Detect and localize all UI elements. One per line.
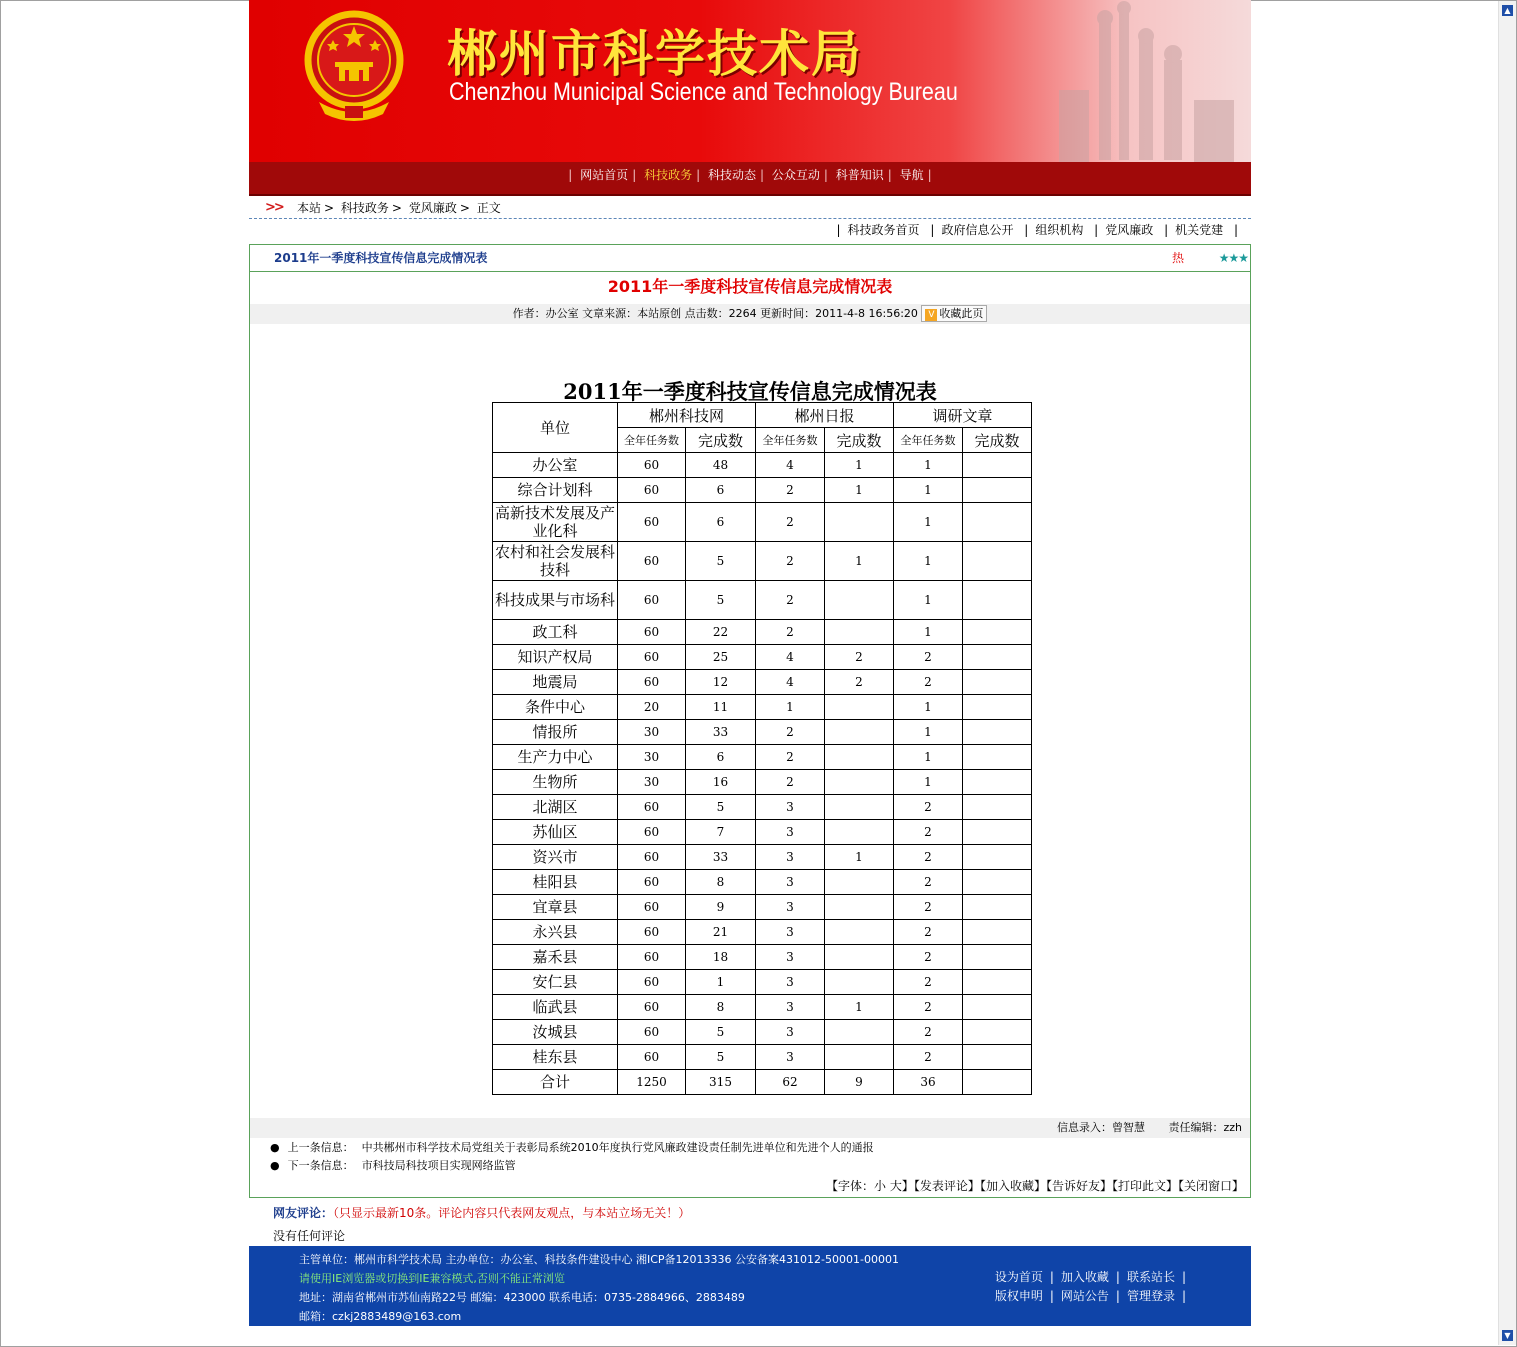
table-cell-unit: 综合计划科 <box>493 478 618 503</box>
table-row <box>493 1020 1032 1045</box>
table-row <box>493 720 1032 745</box>
article-tools <box>250 1175 1250 1197</box>
table-row <box>493 970 1032 995</box>
table-cell-value: 2 <box>894 920 963 945</box>
table-cell-value: 3 <box>756 895 825 920</box>
table-cell-value: 3 <box>756 1020 825 1045</box>
table-cell-value: 2 <box>825 645 894 670</box>
table-cell-value: 18 <box>686 945 756 970</box>
table-cell-value <box>825 820 894 845</box>
table-cell-unit: 安仁县 <box>493 970 618 995</box>
table-cell-value <box>825 870 894 895</box>
table-cell-value: 60 <box>618 870 686 895</box>
table-row <box>493 870 1032 895</box>
table-cell-value: 1 <box>756 695 825 720</box>
table-cell-value <box>963 478 1032 503</box>
breadcrumb-current: 正文 <box>476 201 501 215</box>
table-cell-value: 5 <box>686 581 756 620</box>
table-cell-value: 3 <box>756 795 825 820</box>
table-cell-value: 1 <box>825 845 894 870</box>
table-cell-unit: 科技成果与市场科 <box>493 581 618 620</box>
table-cell-value <box>963 870 1032 895</box>
statue-decoration-icon <box>999 0 1251 162</box>
table-cell-value: 2 <box>894 1045 963 1070</box>
print-link[interactable]: 【打印此文】 <box>1111 1179 1178 1193</box>
table-cell-unit: 北湖区 <box>493 795 618 820</box>
footer: 主管单位：郴州市科学技术局 主办单位：办公室、科技条件建设中心 湘ICP备12013336 公安备案431012-50001-00001 请使用IE浏览器或切换到IE兼容模式,否则不能正常浏览 地址：湖南省郴州市苏仙南路22号 邮编：423000 联系电话：0735-2884966、2883489 邮箱：czkj2883489@163.com 设为首页 | 加入收藏 | 联系站长 | 版权申明 | 网站公告 | 管理登录 | <box>249 1246 1251 1326</box>
article-box-header <box>250 245 1250 272</box>
sub-header: 全年任务数 <box>756 428 825 453</box>
table-cell-value: 3 <box>756 945 825 970</box>
table-cell-value: 62 <box>756 1070 825 1095</box>
table-cell-unit: 嘉禾县 <box>493 945 618 970</box>
table-row <box>493 795 1032 820</box>
table-cell-value: 1 <box>825 453 894 478</box>
table-cell-value: 60 <box>618 895 686 920</box>
table-cell-value <box>963 645 1032 670</box>
table-cell-value: 12 <box>686 670 756 695</box>
table-row <box>493 1045 1032 1070</box>
table-cell-value: 3 <box>756 970 825 995</box>
table-cell-value: 20 <box>618 695 686 720</box>
table-cell-value: 4 <box>756 453 825 478</box>
table-cell-value: 1 <box>894 720 963 745</box>
table-cell-value <box>963 770 1032 795</box>
sub-header: 全年任务数 <box>618 428 686 453</box>
table-cell-value <box>825 720 894 745</box>
table-cell-value: 30 <box>618 720 686 745</box>
table-cell-value <box>825 1045 894 1070</box>
table-cell-value: 60 <box>618 620 686 645</box>
table-cell-value <box>963 720 1032 745</box>
info-editor: 责任编辑：zzh <box>1168 1121 1242 1134</box>
table-cell-value: 60 <box>618 542 686 581</box>
bookmark-label: 收藏此页 <box>939 307 984 320</box>
table-cell-value: 60 <box>618 945 686 970</box>
table-row <box>493 920 1032 945</box>
hot-badge: 热 <box>1171 251 1184 265</box>
table-cell-unit: 汝城县 <box>493 1020 618 1045</box>
table-cell-value: 22 <box>686 620 756 645</box>
font-small-link[interactable]: 小 <box>874 1179 887 1193</box>
rating-stars-icon: ★★★ <box>1218 251 1248 265</box>
font-size-label: 【字体： <box>826 1179 875 1193</box>
post-comment-link[interactable]: 【发表评论】 <box>913 1179 980 1193</box>
table-cell-value: 1 <box>686 970 756 995</box>
article-box-title: 2011年一季度科技宣传信息完成情况表 <box>274 251 488 265</box>
table-cell-value: 8 <box>686 870 756 895</box>
table-row <box>493 845 1032 870</box>
table-cell-value <box>825 920 894 945</box>
table-cell-unit: 合计 <box>493 1070 618 1095</box>
next-link[interactable]: 市科技局科技项目实现网络监管 <box>361 1159 516 1172</box>
table-cell-value: 2 <box>894 645 963 670</box>
table-cell-value: 48 <box>686 453 756 478</box>
vertical-scrollbar[interactable] <box>1498 1 1516 1345</box>
table-cell-value <box>825 745 894 770</box>
table-cell-value: 3 <box>756 845 825 870</box>
table-cell-value: 9 <box>825 1070 894 1095</box>
table-cell-value: 3 <box>756 1045 825 1070</box>
table-cell-value: 60 <box>618 453 686 478</box>
table-cell-value: 60 <box>618 820 686 845</box>
table-cell-value: 2 <box>894 670 963 695</box>
close-window-link[interactable]: 【关闭窗口】 <box>1177 1179 1244 1193</box>
table-cell-value: 3 <box>756 870 825 895</box>
table-cell-value: 3 <box>756 995 825 1020</box>
table-cell-value <box>963 795 1032 820</box>
table-cell-unit: 情报所 <box>493 720 618 745</box>
tell-friend-link[interactable]: 【告诉好友】 <box>1045 1179 1112 1193</box>
group-header: 郴州日报 <box>756 403 894 428</box>
table-cell-unit: 生产力中心 <box>493 745 618 770</box>
table-cell-value <box>963 895 1032 920</box>
table-cell-value <box>963 845 1032 870</box>
table-cell-value: 5 <box>686 542 756 581</box>
table-cell-unit: 知识产权局 <box>493 645 618 670</box>
table-cell-value: 2 <box>756 720 825 745</box>
breadcrumb-sci-affairs[interactable]: 科技政务 <box>340 201 389 215</box>
table-cell-value: 3 <box>756 820 825 845</box>
footer-announcements[interactable]: 网站公告 <box>1060 1289 1109 1303</box>
table-cell-value: 2 <box>894 870 963 895</box>
table-cell-value: 2 <box>756 503 825 542</box>
table-row <box>493 695 1032 720</box>
table-cell-value <box>825 895 894 920</box>
table-cell-value: 60 <box>618 478 686 503</box>
table-cell-unit: 办公室 <box>493 453 618 478</box>
table-cell-value: 2 <box>756 745 825 770</box>
table-cell-value: 2 <box>756 478 825 503</box>
subnav-organization[interactable]: 组织机构 <box>1035 223 1084 237</box>
table-cell-unit: 高新技术发展及产业化科 <box>493 503 618 542</box>
prev-link[interactable]: 中共郴州市科学技术局党组关于表彰局系统2010年度执行党风廉政建设责任制先进单位和先进个人的通报 <box>361 1141 874 1154</box>
sub-nav: | 科技政务首页 | 政府信息公开 | 组织机构 | 党风廉政 | 机关党建 | <box>836 223 1238 237</box>
table-cell-value <box>963 542 1032 581</box>
table-cell-value: 21 <box>686 920 756 945</box>
table-cell-value <box>963 453 1032 478</box>
table-cell-value: 33 <box>686 720 756 745</box>
footer-set-homepage[interactable]: 设为首页 <box>994 1270 1043 1284</box>
table-cell-value: 60 <box>618 670 686 695</box>
table-row <box>493 745 1032 770</box>
table-cell-value <box>825 970 894 995</box>
article-meta-text: 作者：办公室 文章来源：本站原创 点击数：2264 更新时间：2011-4-8 16:56:20 <box>512 307 918 320</box>
table-cell-value: 2 <box>756 770 825 795</box>
table-cell-value: 2 <box>756 620 825 645</box>
table-cell-value: 1250 <box>618 1070 686 1095</box>
comments-note: （只显示最新10条。评论内容只代表网友观点，与本站立场无关！） <box>333 1206 691 1220</box>
sub-header: 全年任务数 <box>894 428 963 453</box>
info-bar <box>250 1118 1250 1138</box>
bookmark-icon: V <box>925 309 937 321</box>
comments-section <box>249 1198 1251 1246</box>
table-cell-unit: 农村和社会发展科技科 <box>493 542 618 581</box>
table-cell-value: 1 <box>894 478 963 503</box>
table-cell-value: 30 <box>618 745 686 770</box>
table-row <box>493 1070 1032 1095</box>
footer-contact-admin[interactable]: 联系站长 <box>1126 1270 1175 1284</box>
table-cell-value: 6 <box>686 478 756 503</box>
table-cell-value: 2 <box>894 845 963 870</box>
table-row <box>493 581 1032 620</box>
table-cell-unit: 永兴县 <box>493 920 618 945</box>
breadcrumb-site[interactable]: 本站 <box>297 201 322 215</box>
table-cell-value: 60 <box>618 970 686 995</box>
table-cell-unit: 政工科 <box>493 620 618 645</box>
next-label: 下一条信息： <box>287 1159 354 1172</box>
article-meta <box>250 304 1250 324</box>
article-title: 2011年一季度科技宣传信息完成情况表 <box>607 277 893 296</box>
table-cell-unit: 生物所 <box>493 770 618 795</box>
footer-copyright[interactable]: 版权申明 <box>994 1289 1043 1303</box>
font-large-link[interactable]: 大 <box>889 1179 902 1193</box>
table-cell-value <box>963 581 1032 620</box>
double-chevron-icon: >> <box>265 200 283 215</box>
table-cell-value: 5 <box>686 795 756 820</box>
nav-sci-affairs[interactable]: 科技政务 <box>644 168 693 182</box>
table-cell-value: 2 <box>756 581 825 620</box>
table-cell-value <box>825 581 894 620</box>
table-cell-value: 60 <box>618 795 686 820</box>
group-header: 调研文章 <box>894 403 1032 428</box>
add-favorite-link[interactable]: 【加入收藏】 <box>979 1179 1046 1193</box>
page-wrapper <box>249 0 1251 1326</box>
table-row <box>493 995 1032 1020</box>
footer-email: 邮箱：czkj2883489@163.com <box>299 1310 462 1323</box>
table-row <box>493 645 1032 670</box>
nav-home[interactable]: 网站首页 <box>580 168 629 182</box>
table-cell-value: 60 <box>618 995 686 1020</box>
table-cell-value: 4 <box>756 645 825 670</box>
table-row <box>493 620 1032 645</box>
nav-popular-science[interactable]: 科普知识 <box>835 168 884 182</box>
article-content <box>250 324 1250 1118</box>
table-cell-unit: 条件中心 <box>493 695 618 720</box>
subnav-party-conduct[interactable]: 党风廉政 <box>1105 223 1154 237</box>
subnav-affairs-home[interactable]: 科技政务首页 <box>847 223 920 237</box>
table-cell-value: 4 <box>756 670 825 695</box>
table-cell-value <box>963 820 1032 845</box>
sub-header: 完成数 <box>686 428 756 453</box>
table-cell-value: 2 <box>894 995 963 1020</box>
sub-header: 完成数 <box>963 428 1032 453</box>
table-cell-value: 1 <box>894 503 963 542</box>
header-banner <box>249 0 1251 162</box>
breadcrumb: >> 本站 > 科技政务 > 党风廉政 > 正文 <box>249 198 1251 219</box>
table-cell-unit: 资兴市 <box>493 845 618 870</box>
table-cell-value: 1 <box>894 542 963 581</box>
prev-label: 上一条信息： <box>287 1141 354 1154</box>
table-cell-value: 2 <box>894 895 963 920</box>
site-title-cn: 郴州市科学技术局 <box>447 24 863 83</box>
table-cell-value: 2 <box>894 795 963 820</box>
table-cell-value <box>963 745 1032 770</box>
table-cell-value <box>963 503 1032 542</box>
scroll-down-arrow-icon[interactable]: ▼ <box>1502 1330 1513 1341</box>
col-header-unit: 单位 <box>493 403 618 453</box>
group-header: 郴州科技网 <box>618 403 756 428</box>
table-cell-value: 60 <box>618 503 686 542</box>
table-cell-value: 2 <box>894 820 963 845</box>
table-cell-value: 8 <box>686 995 756 1020</box>
table-cell-value: 60 <box>618 845 686 870</box>
article-box <box>249 244 1251 1198</box>
next-item: ● 下一条信息： 市科技局科技项目实现网络监管 <box>270 1159 516 1172</box>
table-cell-value: 2 <box>894 970 963 995</box>
table-cell-value <box>825 795 894 820</box>
table-cell-value: 11 <box>686 695 756 720</box>
comments-heading: 网友评论： <box>273 1206 334 1220</box>
subnav-gov-info[interactable]: 政府信息公开 <box>941 223 1014 237</box>
main-nav: | 网站首页 | 科技政务 | 科技动态 | 公众互动 | 科普知识 | 导航 | <box>249 162 1251 196</box>
table-cell-value: 1 <box>894 453 963 478</box>
table-cell-value <box>825 503 894 542</box>
table-cell-unit: 地震局 <box>493 670 618 695</box>
table-cell-value: 36 <box>894 1070 963 1095</box>
table-row <box>493 478 1032 503</box>
footer-add-favorite[interactable]: 加入收藏 <box>1060 1270 1109 1284</box>
nav-sci-news[interactable]: 科技动态 <box>707 168 756 182</box>
scroll-up-arrow-icon[interactable]: ▲ <box>1502 5 1513 16</box>
table-cell-value: 1 <box>825 478 894 503</box>
table-cell-value: 33 <box>686 845 756 870</box>
table-cell-value: 60 <box>618 920 686 945</box>
table-row <box>493 770 1032 795</box>
table-cell-value: 1 <box>894 770 963 795</box>
nav-navigation[interactable]: 导航 <box>899 168 924 182</box>
prev-next-links <box>250 1139 1250 1175</box>
prev-item: ● 上一条信息： 中共郴州市科学技术局党组关于表彰局系统2010年度执行党风廉政建设责任制先进单位和先进个人的通报 <box>270 1141 874 1154</box>
table-cell-value: 7 <box>686 820 756 845</box>
table-title: 2011年一季度科技宣传信息完成情况表 <box>563 379 937 404</box>
table-body <box>493 453 1032 1095</box>
table-cell-value: 60 <box>618 581 686 620</box>
table-cell-value: 9 <box>686 895 756 920</box>
table-cell-value: 2 <box>825 670 894 695</box>
table-cell-value <box>963 945 1032 970</box>
table-cell-value: 16 <box>686 770 756 795</box>
table-cell-value <box>963 1020 1032 1045</box>
table-row <box>493 820 1032 845</box>
table-cell-value <box>825 620 894 645</box>
site-title-en: Chenzhou Municipal Science and Technology Bureau <box>449 78 958 106</box>
table-cell-value <box>963 1070 1032 1095</box>
bookmark-button[interactable] <box>921 305 987 322</box>
table-cell-value: 25 <box>686 645 756 670</box>
table-cell-value <box>963 970 1032 995</box>
nav-public-interaction[interactable]: 公众互动 <box>771 168 820 182</box>
table-cell-value: 1 <box>825 542 894 581</box>
table-cell-unit: 桂东县 <box>493 1045 618 1070</box>
table-row <box>493 945 1032 970</box>
table-cell-value <box>963 995 1032 1020</box>
table-cell-value <box>963 620 1032 645</box>
table-cell-value: 6 <box>686 503 756 542</box>
table-cell-value: 2 <box>756 542 825 581</box>
table-cell-value: 1 <box>894 581 963 620</box>
table-cell-value <box>825 1020 894 1045</box>
table-cell-unit: 桂阳县 <box>493 870 618 895</box>
comments-empty: 没有任何评论 <box>273 1229 346 1243</box>
table-cell-unit: 宜章县 <box>493 895 618 920</box>
table-cell-value <box>825 945 894 970</box>
table-cell-value: 60 <box>618 1020 686 1045</box>
table-cell-value: 60 <box>618 645 686 670</box>
national-emblem-icon <box>301 10 407 122</box>
table-row <box>493 453 1032 478</box>
sub-header: 完成数 <box>825 428 894 453</box>
table-cell-value: 5 <box>686 1045 756 1070</box>
table-cell-value <box>825 695 894 720</box>
table-cell-value: 60 <box>618 1045 686 1070</box>
footer-browser-warning: 请使用IE浏览器或切换到IE兼容模式,否则不能正常浏览 <box>299 1272 565 1285</box>
subnav-party-building[interactable]: 机关党建 <box>1175 223 1224 237</box>
table-row <box>493 542 1032 581</box>
table-cell-value: 1 <box>825 995 894 1020</box>
font-size-close: 】 <box>901 1179 914 1193</box>
table-cell-value <box>963 670 1032 695</box>
table-cell-value: 1 <box>894 620 963 645</box>
table-cell-value <box>963 920 1032 945</box>
table-cell-value: 2 <box>894 1020 963 1045</box>
table-cell-value <box>825 770 894 795</box>
table-cell-unit: 临武县 <box>493 995 618 1020</box>
table-row <box>493 895 1032 920</box>
footer-line-1: 主管单位：郴州市科学技术局 主办单位：办公室、科技条件建设中心 湘ICP备12013336 公安备案431012-50001-00001 <box>299 1253 899 1266</box>
table-cell-value: 315 <box>686 1070 756 1095</box>
table-cell-value: 3 <box>756 920 825 945</box>
table-cell-value: 1 <box>894 695 963 720</box>
table-cell-value: 6 <box>686 745 756 770</box>
table-cell-value: 30 <box>618 770 686 795</box>
table-cell-value: 2 <box>894 945 963 970</box>
table-cell-value <box>963 695 1032 720</box>
table-cell-unit: 苏仙区 <box>493 820 618 845</box>
footer-address: 地址：湖南省郴州市苏仙南路22号 邮编：423000 联系电话：0735-2884966、2883489 <box>299 1291 745 1304</box>
footer-admin-login[interactable]: 管理登录 <box>1126 1289 1175 1303</box>
table-row <box>493 670 1032 695</box>
table-cell-value: 1 <box>894 745 963 770</box>
table-row <box>493 503 1032 542</box>
data-table <box>492 402 1032 1095</box>
table-cell-value: 5 <box>686 1020 756 1045</box>
table-cell-value <box>963 1045 1032 1070</box>
info-entry: 信息录入：曾智慧 <box>1056 1121 1145 1134</box>
breadcrumb-party-conduct[interactable]: 党风廉政 <box>408 201 457 215</box>
